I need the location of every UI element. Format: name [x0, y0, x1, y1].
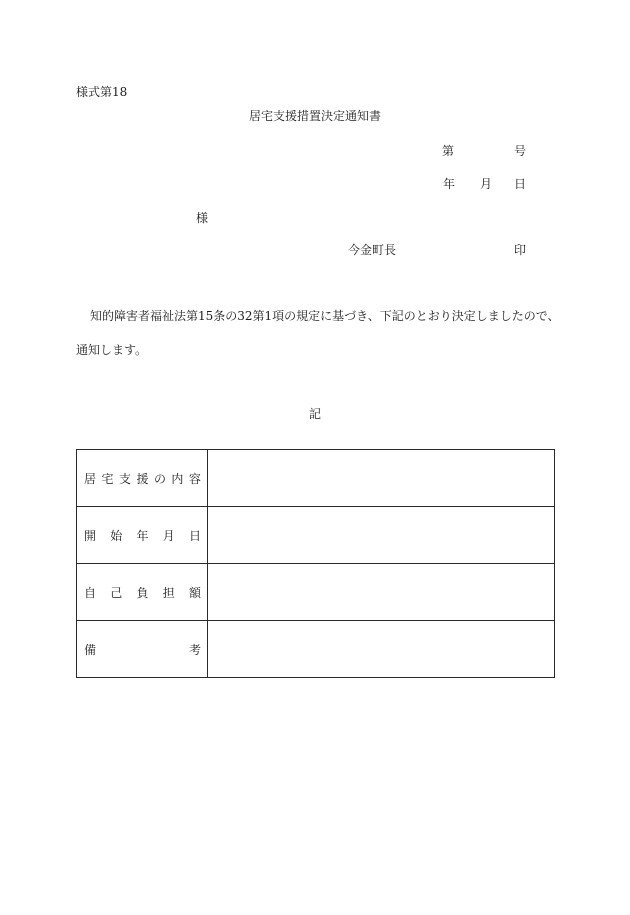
- document-title: 居宅支援措置決定通知書: [248, 109, 381, 123]
- label-cell-remarks: [77, 621, 208, 678]
- value-cell-start-date[interactable]: [208, 507, 555, 564]
- value-cell-service-content[interactable]: [208, 450, 555, 507]
- doc-number-suffix: 号: [514, 144, 527, 158]
- label-cell-start-date: [77, 507, 208, 564]
- label-remarks: 備 考: [84, 642, 201, 657]
- label-cell-self-pay: [77, 564, 208, 621]
- addressee-honorific: 様: [196, 211, 209, 225]
- ki-heading: 記: [308, 407, 321, 421]
- issuer-name: 今金町長: [348, 243, 397, 257]
- date-month-label: 月: [480, 177, 493, 191]
- form-number: 様式第18: [76, 85, 128, 99]
- date-day-label: 日: [514, 177, 527, 191]
- label-self-pay: 自 己 負 担 額: [84, 585, 201, 600]
- table-row-remarks: [77, 621, 555, 678]
- label-service-content: 居 宅 支 援 の 内 容: [84, 471, 201, 486]
- table-row-start-date: [77, 507, 555, 564]
- date-year-label: 年: [443, 177, 456, 191]
- value-cell-self-pay[interactable]: [208, 564, 555, 621]
- body-text-line-2: 通知します。: [76, 343, 148, 357]
- table-row-service-content: [77, 450, 555, 507]
- body-text-line-1: 知的障害者福祉法第15条の32第1項の規定に基づき、下記のとおり決定しましたので、: [90, 309, 560, 323]
- value-cell-remarks[interactable]: [208, 621, 555, 678]
- table-row-self-pay: [77, 564, 555, 621]
- detail-table: [76, 449, 555, 678]
- issuer-seal-mark: 印: [514, 243, 527, 257]
- label-cell-service-content: [77, 450, 208, 507]
- label-start-date: 開 始 年 月 日: [84, 528, 201, 543]
- doc-number-prefix: 第: [442, 144, 455, 158]
